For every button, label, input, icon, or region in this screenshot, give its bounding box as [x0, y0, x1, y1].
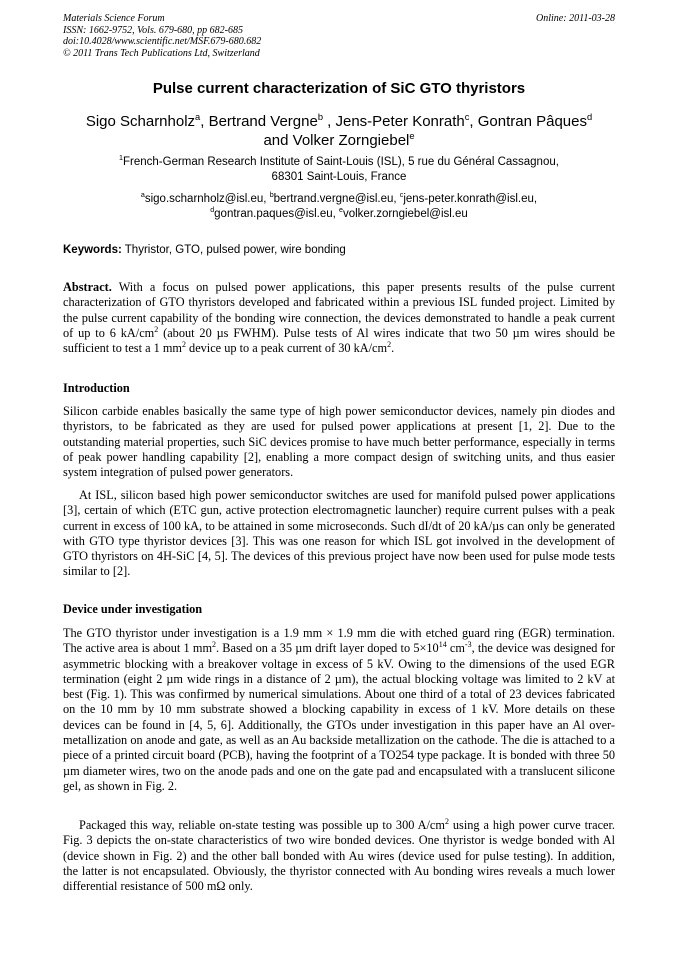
- paragraph-text: using a high power curve tracer. Fig. 3 depicts the on-state characteristics of two wire bonded devices. One thyristor is wedge bonded with Al (device shown in Fig. 2) and the other ball bonded with Au wires (device used for pulse testing). In addition, the latter is not encapsulated. Obviously, the thyristor connected with Au bonding wires reveals a much lower differential resistance of 500 mΩ only.: [63, 818, 615, 894]
- affiliation-mark: 1: [119, 154, 123, 163]
- paragraph-text: Packaged this way, reliable on-state testing was possible up to 300 A/cm: [79, 818, 445, 832]
- superscript: 2: [154, 324, 159, 334]
- paragraph: Silicon carbide enables basically the same type of high power semiconductor devices, namely pin diodes and thyristors, to be fabricated as they are used for pulsed power applications at present [1, 2]. Due to the outstanding material properties, such SiC devices promise to have much better performance, especially in terms of peak power handling capability [2], enabling a more compact design of switching units, and thus easier system integration of pulsed power generators.: [63, 404, 615, 480]
- superscript: -3: [464, 640, 472, 650]
- author-name: Volker Zorngiebel: [292, 132, 410, 149]
- email-mark: e: [339, 206, 343, 215]
- paragraph: At ISL, silicon based high power semiconductor switches are used for manifold pulsed power applications [3], certain of which (ETC gun, active protection electromagnetic launcher) require current pulses with a peak current in excess of 100 kA, to be attained in some microseconds. Such dI/dt of 20 kA/µs can only be generated with GTO type thyristor devices [3]. This was one reason for which ISL got involved in the development of GTO thyristors on 4H-SiC [4, 5]. The devices of this previous project have now been used for pulse mode tests similar to [2].: [63, 488, 615, 579]
- affiliation-line-2: 68301 Saint-Louis, France: [271, 171, 407, 183]
- email-separator: ,: [533, 193, 538, 205]
- author-name: Gontran Pâques: [477, 113, 587, 130]
- paragraph-text: The GTO thyristor under investigation is a 1.9 mm × 1.9 mm die with etched guard ring (EGR) termination. The active area is about 1 mm: [63, 626, 615, 656]
- copyright-line: © 2011 Trans Tech Publications Ltd, Switzerland: [63, 47, 260, 59]
- email-separator: ,: [393, 193, 400, 205]
- abstract: [63, 280, 615, 356]
- email-mark: b: [269, 191, 274, 200]
- paragraph-text: . Based on a 35 µm drift layer doped to 5×10: [216, 641, 439, 656]
- author-list: [40, 112, 638, 150]
- email-mark: a: [140, 191, 145, 200]
- paragraph: [63, 626, 615, 794]
- author-name: Jens-Peter Konrath: [335, 113, 465, 130]
- superscript: 2: [444, 816, 449, 826]
- paper-title: Pulse current characterization of SiC GTO thyristors: [152, 80, 526, 97]
- online-date: Online: 2011-03-28: [536, 13, 615, 24]
- author-separator: ,: [200, 113, 209, 130]
- author-name: Bertrand Vergne: [208, 113, 318, 130]
- email-mark: d: [210, 206, 215, 215]
- author-separator: ,: [322, 113, 336, 130]
- superscript: 2: [181, 340, 186, 350]
- superscript: 2: [387, 340, 392, 350]
- author-affiliation-mark: c: [464, 112, 470, 122]
- email-address: volker.zorngiebel@isl.eu: [342, 208, 468, 220]
- email-address: sigo.scharnholz@isl.eu: [144, 193, 264, 205]
- journal-name: Materials Science Forum: [63, 13, 165, 24]
- abstract-label: Abstract.: [63, 280, 112, 294]
- abstract-text: .: [391, 341, 395, 356]
- section-heading-device: Device under investigation: [63, 602, 203, 616]
- abstract-text: (about 20 µs FWHM). Pulse tests of Al wires indicate that two 50 µm wires should be sufficient to test a 1 mm: [63, 325, 615, 356]
- superscript: 14: [438, 640, 447, 650]
- author-affiliation-mark: d: [587, 112, 593, 122]
- email-address: bertrand.vergne@isl.eu: [273, 193, 394, 205]
- abstract-text: With a focus on pulsed power applications, this paper presents results of the pulse current characterization of GTO thyristors developed and fabricated within a previous ISL funded project. Limited by the pulse current capability of the bonding wire connection, the devices demonstrated to handle a peak current of up to 6 kA/cm: [63, 280, 615, 340]
- abstract-text: device up to a peak current of 30 kA/cm: [185, 341, 388, 356]
- section-heading-introduction: Introduction: [63, 381, 130, 395]
- issn-line: ISSN: 1662-9752, Vols. 679-680, pp 682-685: [63, 24, 243, 36]
- paragraph-text: cm: [446, 641, 465, 656]
- email-separator: ,: [263, 193, 270, 205]
- email-separator: ,: [332, 208, 339, 220]
- author-separator: and: [263, 132, 293, 149]
- author-affiliation-mark: a: [195, 112, 201, 122]
- keywords-text: Thyristor, GTO, pulsed power, wire bonding: [121, 244, 346, 256]
- superscript: 2: [212, 640, 217, 650]
- paragraph: [63, 818, 615, 894]
- doi-line: doi:10.4028/www.scientific.net/MSF.679-680.682: [63, 36, 262, 47]
- author-name: Sigo Scharnholz: [85, 113, 196, 130]
- journal-header: [63, 13, 615, 59]
- keywords: [63, 243, 615, 258]
- author-affiliation-mark: b: [317, 112, 323, 122]
- email-list: [40, 192, 638, 222]
- email-address: jens-peter.konrath@isl.eu: [403, 193, 534, 205]
- email-address: gontran.paques@isl.eu: [214, 208, 333, 220]
- affiliation-line-1: French-German Research Institute of Saint-Louis (ISL), 5 rue du Général Cassagnou,: [123, 156, 559, 168]
- keywords-label: Keywords:: [63, 244, 122, 256]
- affiliation: [40, 155, 638, 185]
- paragraph-text: , the device was designed for asymmetric blocking with a breakover voltage in excess of 5 kV. Owing to the dimensions of the used EGR termination (eight 2 µm wide rings in a distance of 2 µm), the actual blocking voltage was limited to 2 kV at best (Fig. 1). This was confirmed by numerical simulations. About one third of a total of 23 devices fabricated on the 10 mm by 10 mm substrate showed a blocking capability in excess of 1 kV. More details on these devices can be found in [4, 5, 6]. Additionally, the GTOs under investigation in this paper have an Al over-metallization on anode and gate, as well as an Au backside metallization on the cathode. The die is attached to a piece of a printed circuit board (PCB), having the footprint of a TO254 type package. It is bonded with three 50 µm diameter wires, two on the anode pads and one on the gate pad and encapsulated with a translucent silicone gel, as shown in Fig. 2.: [63, 641, 615, 793]
- author-affiliation-mark: e: [409, 131, 415, 141]
- author-separator: ,: [469, 113, 478, 130]
- email-mark: c: [399, 191, 404, 200]
